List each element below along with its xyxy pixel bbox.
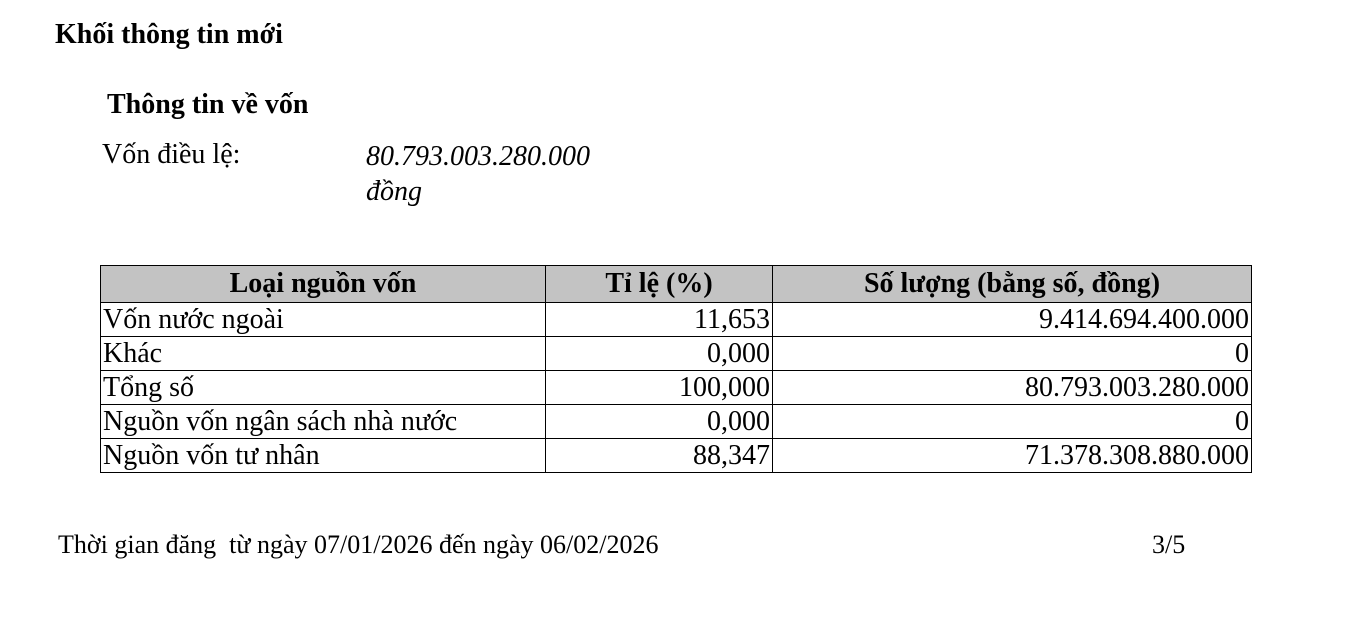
- cell-amount: 71.378.308.880.000: [773, 439, 1252, 473]
- capital-source-table: [100, 265, 1252, 473]
- cell-ratio: 88,347: [546, 439, 773, 473]
- cell-capital-type: Vốn nước ngoài: [101, 303, 546, 337]
- cell-ratio: 100,000: [546, 371, 773, 405]
- section-title: Thông tin về vốn: [107, 89, 309, 120]
- table-row: [101, 405, 1252, 439]
- cell-capital-type: Nguồn vốn tư nhân: [101, 439, 546, 473]
- cell-amount: 0: [773, 337, 1252, 371]
- table-row: [101, 439, 1252, 473]
- header-ratio: Tỉ lệ (%): [546, 266, 773, 303]
- charter-capital-label: Vốn điều lệ:: [102, 139, 241, 170]
- table-row: [101, 303, 1252, 337]
- header-amount: Số lượng (bằng số, đồng): [773, 266, 1252, 303]
- table-header-row: [101, 266, 1252, 303]
- cell-amount: 0: [773, 405, 1252, 439]
- cell-capital-type: Khác: [101, 337, 546, 371]
- cell-capital-type: Nguồn vốn ngân sách nhà nước: [101, 405, 546, 439]
- posting-period: Thời gian đăng từ ngày 07/01/2026 đến ngày 06/02/2026: [58, 530, 659, 559]
- table-row: [101, 371, 1252, 405]
- cell-ratio: 0,000: [546, 405, 773, 439]
- cell-amount: 80.793.003.280.000: [773, 371, 1252, 405]
- cell-ratio: 0,000: [546, 337, 773, 371]
- cell-capital-type: Tổng số: [101, 371, 546, 405]
- cell-ratio: 11,653: [546, 303, 773, 337]
- charter-capital-value: 80.793.003.280.000 đồng: [366, 141, 590, 207]
- page-number: 3/5: [1152, 530, 1186, 559]
- block-title: Khối thông tin mới: [55, 19, 283, 50]
- cell-amount: 9.414.694.400.000: [773, 303, 1252, 337]
- header-capital-type: Loại nguồn vốn: [101, 266, 546, 303]
- table-row: [101, 337, 1252, 371]
